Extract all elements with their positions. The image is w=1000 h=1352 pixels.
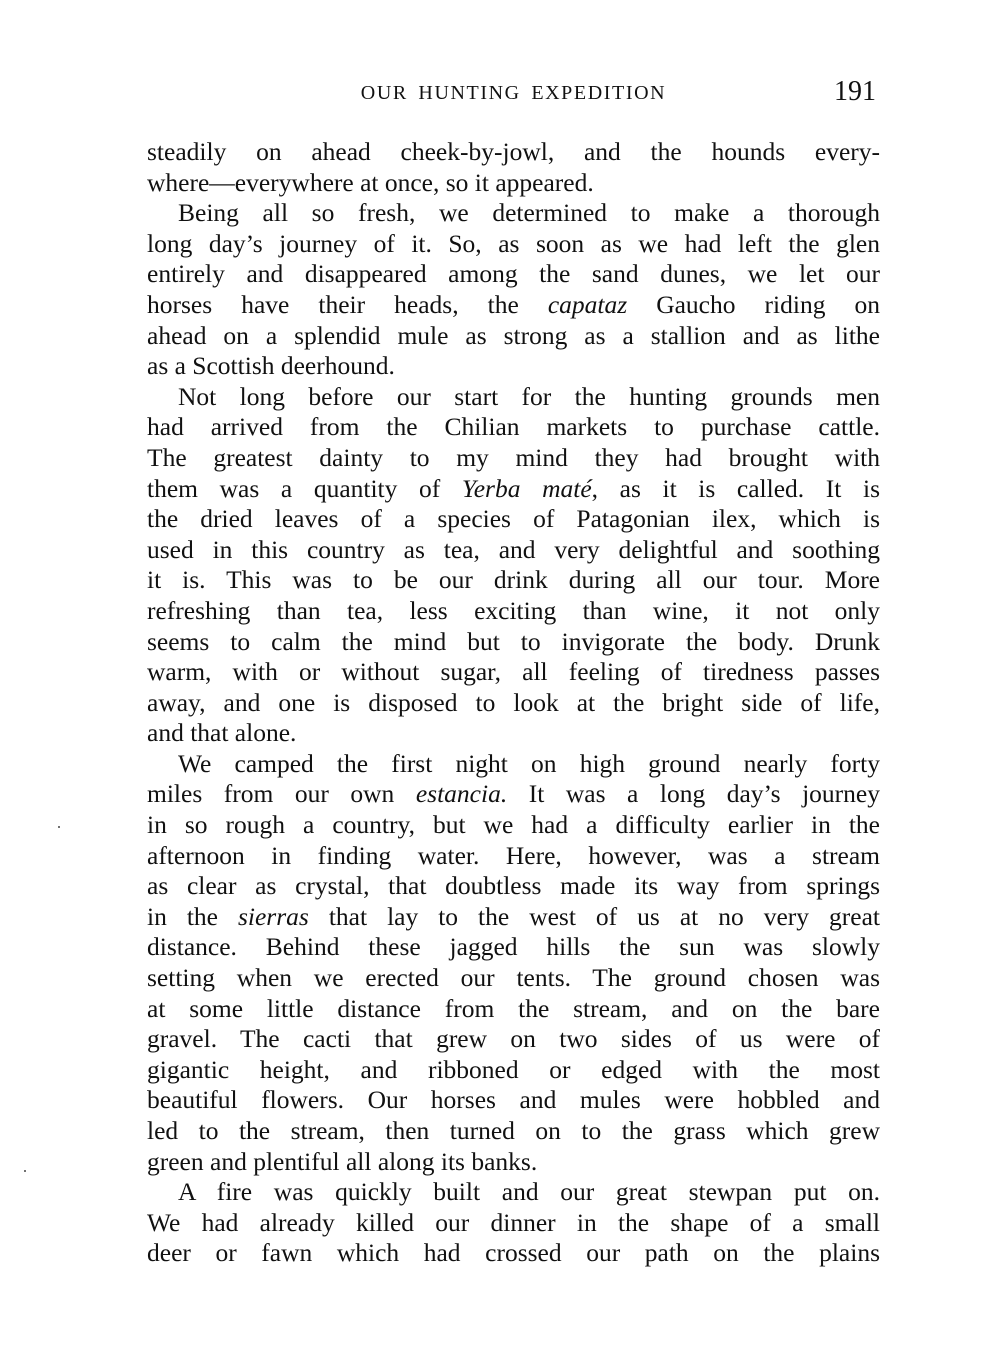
text-line: setting when we erected our tents. The ground chosen was (147, 963, 880, 993)
text-line: deer or fawn which had crossed our path on the plains (147, 1238, 880, 1268)
text-line: where—everywhere at once, so it appeared. (147, 167, 594, 197)
text-line: gigantic height, and ribboned or edged with the most (147, 1054, 880, 1084)
text-run: in the (147, 901, 238, 931)
text-run: horses have their heads, the (147, 289, 548, 319)
body-text (147, 137, 880, 1269)
text-line: at some little distance from the stream, and on the bare (147, 993, 880, 1023)
text-run: It was a long day’s journey (507, 779, 880, 809)
text-line: warm, with or without sugar, all feeling of tiredness passes (147, 657, 880, 687)
text-run: them was a quantity of (147, 473, 462, 503)
text-run: miles from our own (147, 779, 416, 809)
text-line (147, 779, 880, 810)
text-line: Being all so fresh, we determined to make a thorough (178, 198, 880, 228)
italic-term: sierras (237, 901, 309, 931)
text-line: We camped the first night on high ground nearly forty (178, 748, 880, 778)
text-line (147, 474, 880, 505)
text-line: The greatest dainty to my mind they had brought with (147, 442, 880, 472)
text-line: Not long before our start for the hunting grounds men (178, 381, 880, 411)
text-line: seems to calm the mind but to invigorate the body. Drunk (147, 626, 880, 656)
italic-term: estancia. (415, 779, 508, 809)
text-line: steadily on ahead cheek-by-jowl, and the hounds every- (147, 137, 880, 166)
text-line: the dried leaves of a species of Patagonian ilex, which is (147, 504, 880, 534)
text-line: it is. This was to be our drink during all our tour. More (147, 565, 880, 595)
text-line: away, and one is disposed to look at the bright side of life, (147, 687, 880, 717)
running-title: OUR HUNTING EXPEDITION (360, 82, 667, 104)
text-line: used in this country as tea, and very delightful and soothing (147, 534, 880, 564)
text-line: and that alone. (147, 718, 297, 748)
text-line: led to the stream, then turned on to the grass which grew (147, 1116, 880, 1145)
page-number: 191 (834, 76, 876, 107)
text-line: We had already killed our dinner in the shape of a small (147, 1207, 880, 1237)
text-line: gravel. The cacti that grew on two sides of us were of (147, 1024, 880, 1054)
text-run: Gaucho riding on (627, 289, 880, 319)
text-line: long day’s journey of it. So, as soon as we had left the glen (147, 228, 880, 258)
text-line: as a Scottish deerhound. (147, 351, 395, 381)
italic-term: capataz (547, 289, 628, 319)
text-line (147, 902, 880, 933)
text-line: green and plentiful all along its banks. (147, 1146, 538, 1176)
print-speck (58, 826, 60, 828)
text-line: A fire was quickly built and our great stewpan put on. (178, 1177, 880, 1207)
italic-term: Yerba maté (461, 473, 592, 503)
text-run: , as it is called. It is (591, 473, 880, 503)
text-line: afternoon in finding water. Here, however, was a stream (147, 840, 880, 870)
running-header (147, 76, 880, 112)
text-line: refreshing than tea, less exciting than wine, it not only (147, 595, 880, 625)
text-line: distance. Behind these jagged hills the sun was slowly (147, 932, 880, 962)
text-line: in so rough a country, but we had a difficulty earlier in the (147, 810, 880, 840)
text-line: beautiful flowers. Our horses and mules were hobbled and (147, 1085, 880, 1115)
text-line: entirely and disappeared among the sand dunes, we let our (147, 259, 880, 289)
text-line (147, 290, 880, 321)
text-line: ahead on a splendid mule as strong as a stallion and as lithe (147, 320, 880, 350)
text-run: that lay to the west of us at no very great (308, 901, 880, 931)
text-line: as clear as crystal, that doubtless made its way from springs (147, 871, 880, 901)
print-speck (24, 1170, 26, 1172)
text-line: had arrived from the Chilian markets to purchase cattle. (147, 412, 880, 442)
